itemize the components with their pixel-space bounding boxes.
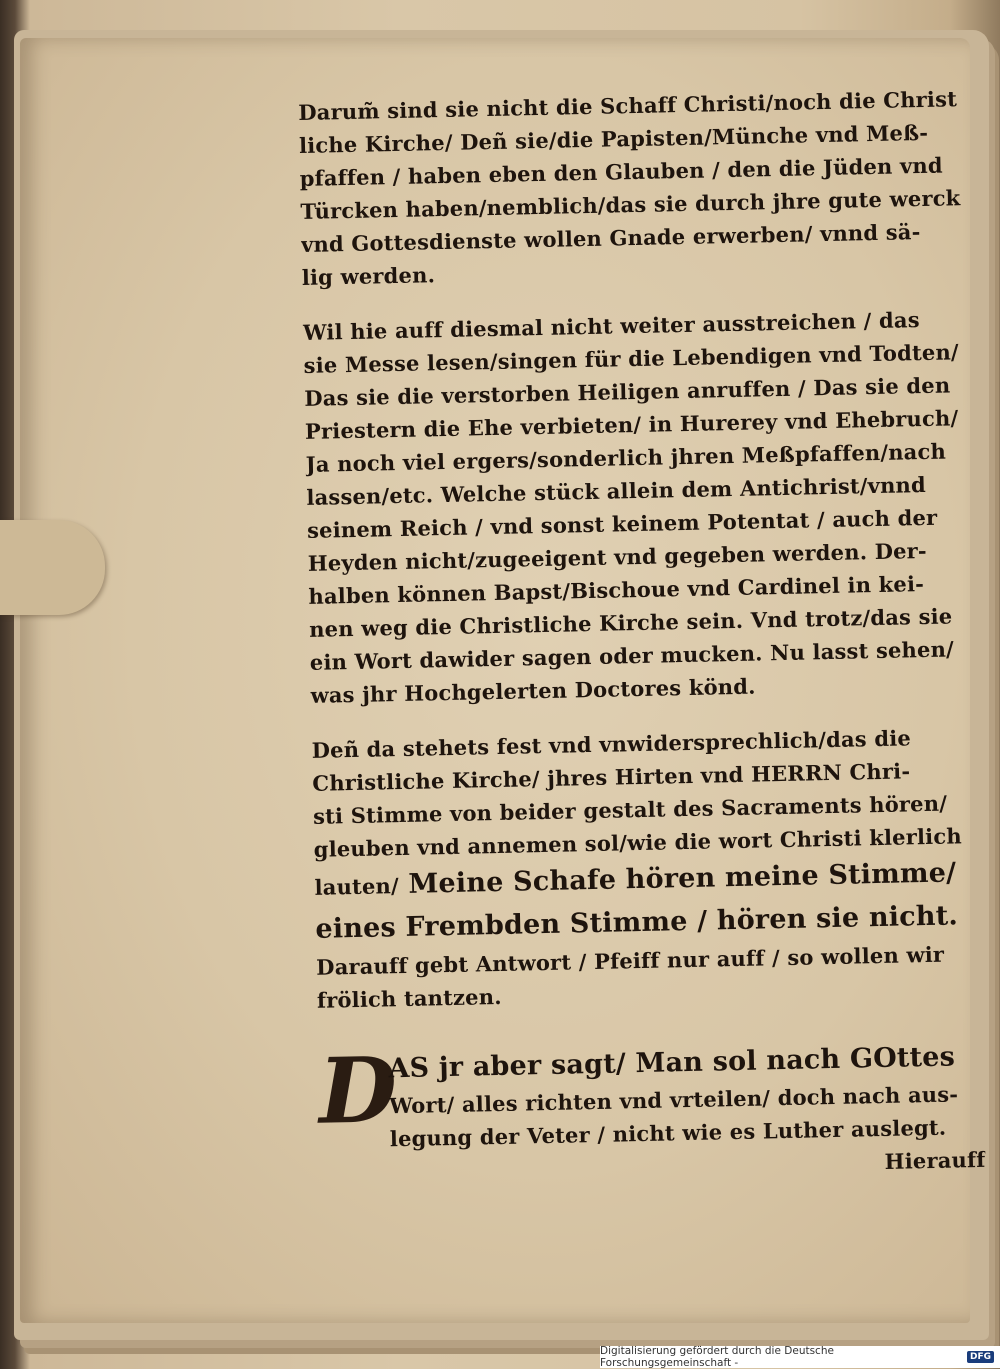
text-line: Deñ da stehets fest vnd vnwidersprechlich/das die bbox=[311, 725, 912, 763]
text-line: halben können Bapst/Bischoue vnd Cardinel in kei- bbox=[308, 570, 925, 609]
text-line: Darauff gebt Antwort / Pfeiff nur auff / so wollen wir bbox=[315, 941, 945, 980]
text-line: AS jr aber sagt/ Man sol nach GOttes bbox=[388, 1041, 956, 1085]
text-line: Heyden nicht/zugeeigent vnd gegeben werden. Der- bbox=[307, 537, 928, 576]
text-line: lig werden. bbox=[301, 262, 436, 290]
page-tab-marker bbox=[0, 520, 105, 615]
text-line: Wort/ alles richten vnd vrteilen/ doch nach aus- bbox=[388, 1081, 959, 1119]
dfg-logo-icon: DFG bbox=[967, 1351, 994, 1363]
paragraph-1 bbox=[298, 82, 967, 294]
text-line: legung der Veter / nicht wie es Luther auslegt. bbox=[389, 1114, 947, 1152]
text-line: ein Wort dawider sagen oder mucken. Nu lasst sehen/ bbox=[309, 636, 955, 675]
text-line: Das sie die verstorben Heiligen anruffen / Das sie den bbox=[304, 372, 951, 411]
text-line: sti Stimme von beider gestalt des Sacraments hören/ bbox=[312, 790, 948, 829]
text-line: Ja noch viel ergers/sonderlich jhren Meßpfaffen/nach bbox=[305, 438, 947, 477]
text-line: Türcken haben/nemblich/das sie durch jhre gute werck bbox=[300, 185, 961, 224]
paragraph-3 bbox=[311, 720, 982, 1017]
drop-cap-initial: D bbox=[317, 1037, 399, 1145]
text-line: liche Kirche/ Deñ sie/die Papisten/Münche vnd Meß- bbox=[298, 119, 929, 158]
text-line: Darum̃ sind sie nicht die Schaff Christi/noch die Christ bbox=[298, 86, 958, 125]
scripture-quote: Meine Schafe hören meine Stimme/ bbox=[408, 857, 957, 900]
text-line: Christliche Kirche/ jhres Hirten vnd HERRN Chri- bbox=[312, 758, 911, 796]
page-text-block bbox=[298, 82, 986, 1190]
text-line: Priestern die Ehe verbieten/ in Hurerey vnd Ehebruch/ bbox=[304, 405, 959, 444]
scripture-quote-line: eines Frembden Stimme / hören sie nicht. bbox=[315, 900, 959, 945]
text-line: nen weg die Christliche Kirche sein. Vnd trotz/das sie bbox=[308, 603, 953, 642]
text-line: seinem Reich / vnd sonst keinem Potentat / auch der bbox=[306, 504, 938, 543]
text-line: gleuben vnd annemen sol/wie die wort Christi klerlich bbox=[313, 823, 963, 862]
text-line: vnd Gottesdienste wollen Gnade erwerben/ vnnd sä- bbox=[300, 218, 921, 257]
digitization-footer bbox=[600, 1346, 1000, 1368]
text-line: pfaffen / haben eben den Glauben / den die Jüden vnd bbox=[299, 152, 944, 191]
paragraph-4 bbox=[318, 1037, 986, 1190]
drop-cap-lines bbox=[388, 1037, 986, 1188]
text-line: frölich tantzen. bbox=[316, 983, 502, 1013]
text-line: lassen/etc. Welche stück allein dem Antichrist/vnnd bbox=[306, 471, 927, 510]
text-line: sie Messe lesen/singen für die Lebendigen vnd Todten/ bbox=[303, 339, 960, 378]
text-fragment: lauten/ bbox=[314, 873, 400, 900]
text-line: was jhr Hochgelerten Doctores könd. bbox=[310, 673, 756, 708]
paragraph-2 bbox=[303, 302, 976, 712]
footer-credit-text: Digitalisierung gefördert durch die Deutsche Forschungsgemeinschaft - bbox=[600, 1345, 834, 1369]
catchword: Hierauff bbox=[884, 1146, 986, 1174]
text-line: Wil hie auff diesmal nicht weiter ausstreichen / das bbox=[302, 307, 920, 345]
